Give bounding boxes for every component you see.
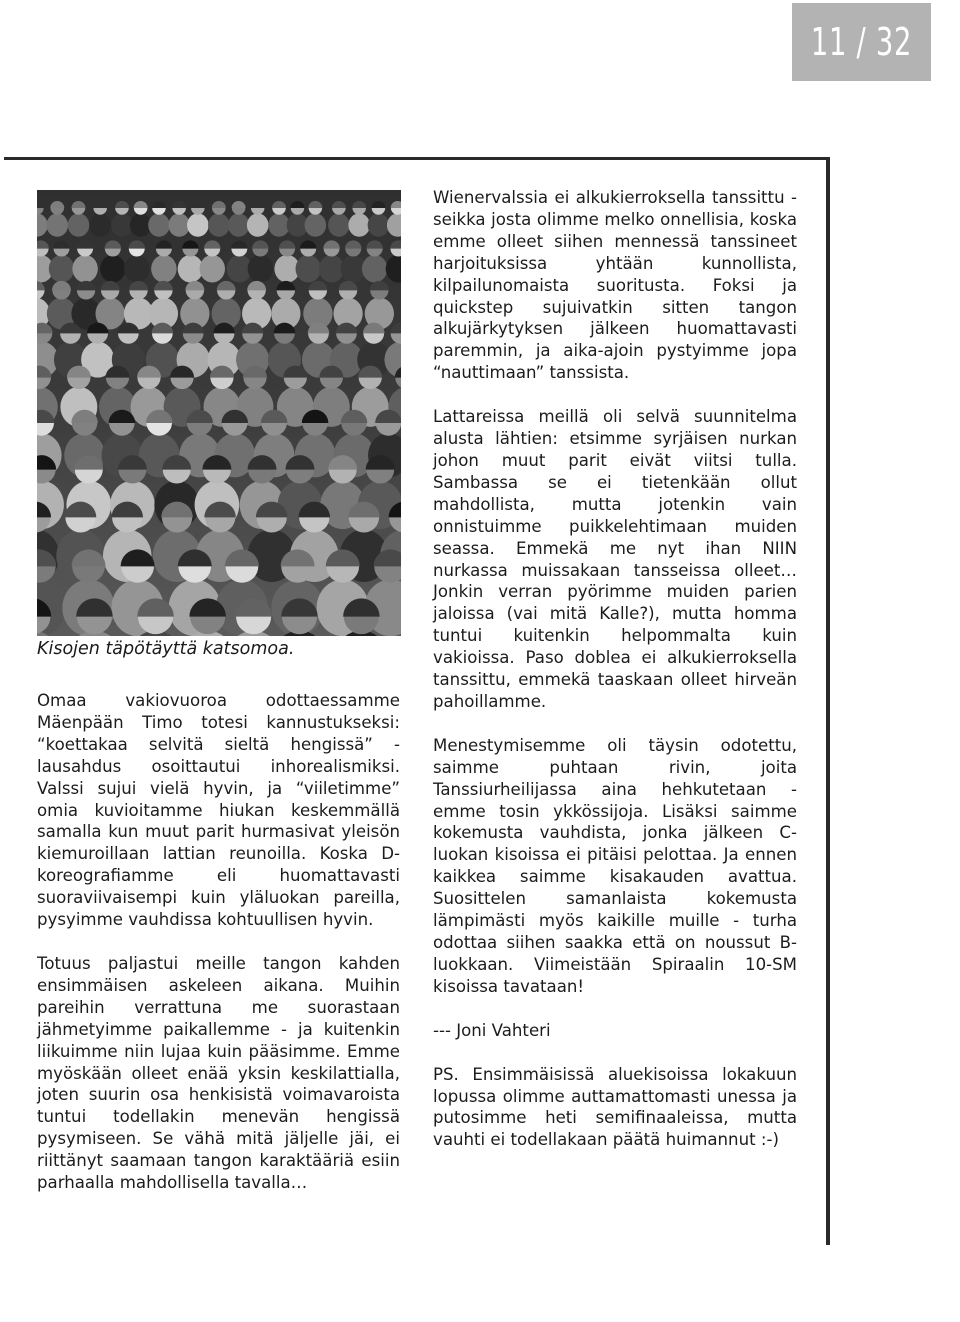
author-signature: --- Joni Vahteri	[433, 1020, 551, 1040]
paragraph: Menestymisemme oli täysin odotettu, saimme puhtaan rivin, joita Tanssiurheilijassa aina hehkutetaan - emme tosin ykkössijoja. Lisäksi saimme kokemusta vauhdista, jonka jälkeen C-luokan kisoissa ei pitäisi pelottaa. Ja ennen kaikkea saimme kisakauden avattua. Suosittelen samanlaista kokemusta lämpimästi myös kaikille muille - turha odottaa siihen saakka että on noussut B-luokkaan. Viimeistään Spiraalin 10-SM kisoissa tavataan!	[433, 735, 797, 996]
frame-top-border	[4, 157, 830, 160]
right-text-column	[433, 187, 797, 1173]
paragraph: Wienervalssia ei alkukierroksella tanssittu - seikka josta olimme melko onnellisia, koska emme olleet siihen mennessä tanssineet harjoituksissa yhtään kunnollista, kilpailunomaista suoritusta. Foksi ja quickstep sujuivatkin sitten tangon alkujärkytyksen jälkeen huomattavasti paremmin, ja aika-ajoin pystyimme jopa “nauttimaan” tanssista.	[433, 188, 797, 383]
page-number: 11 / 32	[792, 3, 931, 81]
paragraph: Totuus paljastui meille tangon kahden ensimmäisen askeleen aikana. Muihin pareihin verrattuna me suorastaan jähmetyimme paikallemme - ja kuitenkin liikuimme niin lujaa kuin pääsimme. Emme myöskään olleet enää yksin keskilattialla, joten suurin osa henkisistä voimavaroista tuntui todellakin menevän hengissä pysymiseen. Se vähä mitä jäljelle jäi, ei riittänyt saamaan tangon karaktääriä esiin parhaalla mahdollisella tavalla…	[37, 953, 400, 1193]
photo-caption: Kisojen täpötäyttä katsomoa.	[37, 639, 295, 659]
paragraph: Lattareissa meillä oli selvä suunnitelma alusta lähtien: etsimme syrjäisen nurkan johon muut parit eivät viitsi tulla. Sambassa se ei tietenkään ollut mahdollista, mutta jotenkin vain onnistuimme puikkelehtimaan muiden seassa. Emmekä me nyt ihan NIIN nurkassa muissakaan tansseissa olleet… Jonkin verran pyörimme muiden parien jaloissa (vai mitä Kalle?), mutta homma tuntui kuitenkin helpommalta kuin vakioissa. Paso doblea ei alkukierroksella tanssittu, emmekä taaskaan olleet hirveän pahoillamme.	[433, 407, 797, 711]
paragraph: PS. Ensimmäisissä aluekisoissa lokakuun lopussa olimme auttamattomasti unessa ja putosimme heti semifinaaleissa, mutta vauhti ei todellakaan päätä huimannut :-)	[433, 1064, 797, 1150]
frame-right-border	[826, 157, 830, 1245]
audience-photo	[37, 190, 401, 636]
left-text-column	[37, 690, 400, 1216]
paragraph: Omaa vakiovuoroa odottaessamme Mäenpään Timo totesi kannustukseksi: “koettakaa selvitä sieltä hengissä” - lausahdus osoittautui inhorealismiksi. Valssi sujui vielä hyvin, ja “viiletimme” omia kuvioitamme hiukan keskemmällä samalla kun muut parit hurmasivat yleisön kiemuroillaan lattian reunoilla. Koska D-koreografiamme eli huomattavasti suoraviivaisempi kuin yläluokan pareilla, pysyimme vauhdissa kohtuullisen hyvin.	[37, 691, 400, 930]
